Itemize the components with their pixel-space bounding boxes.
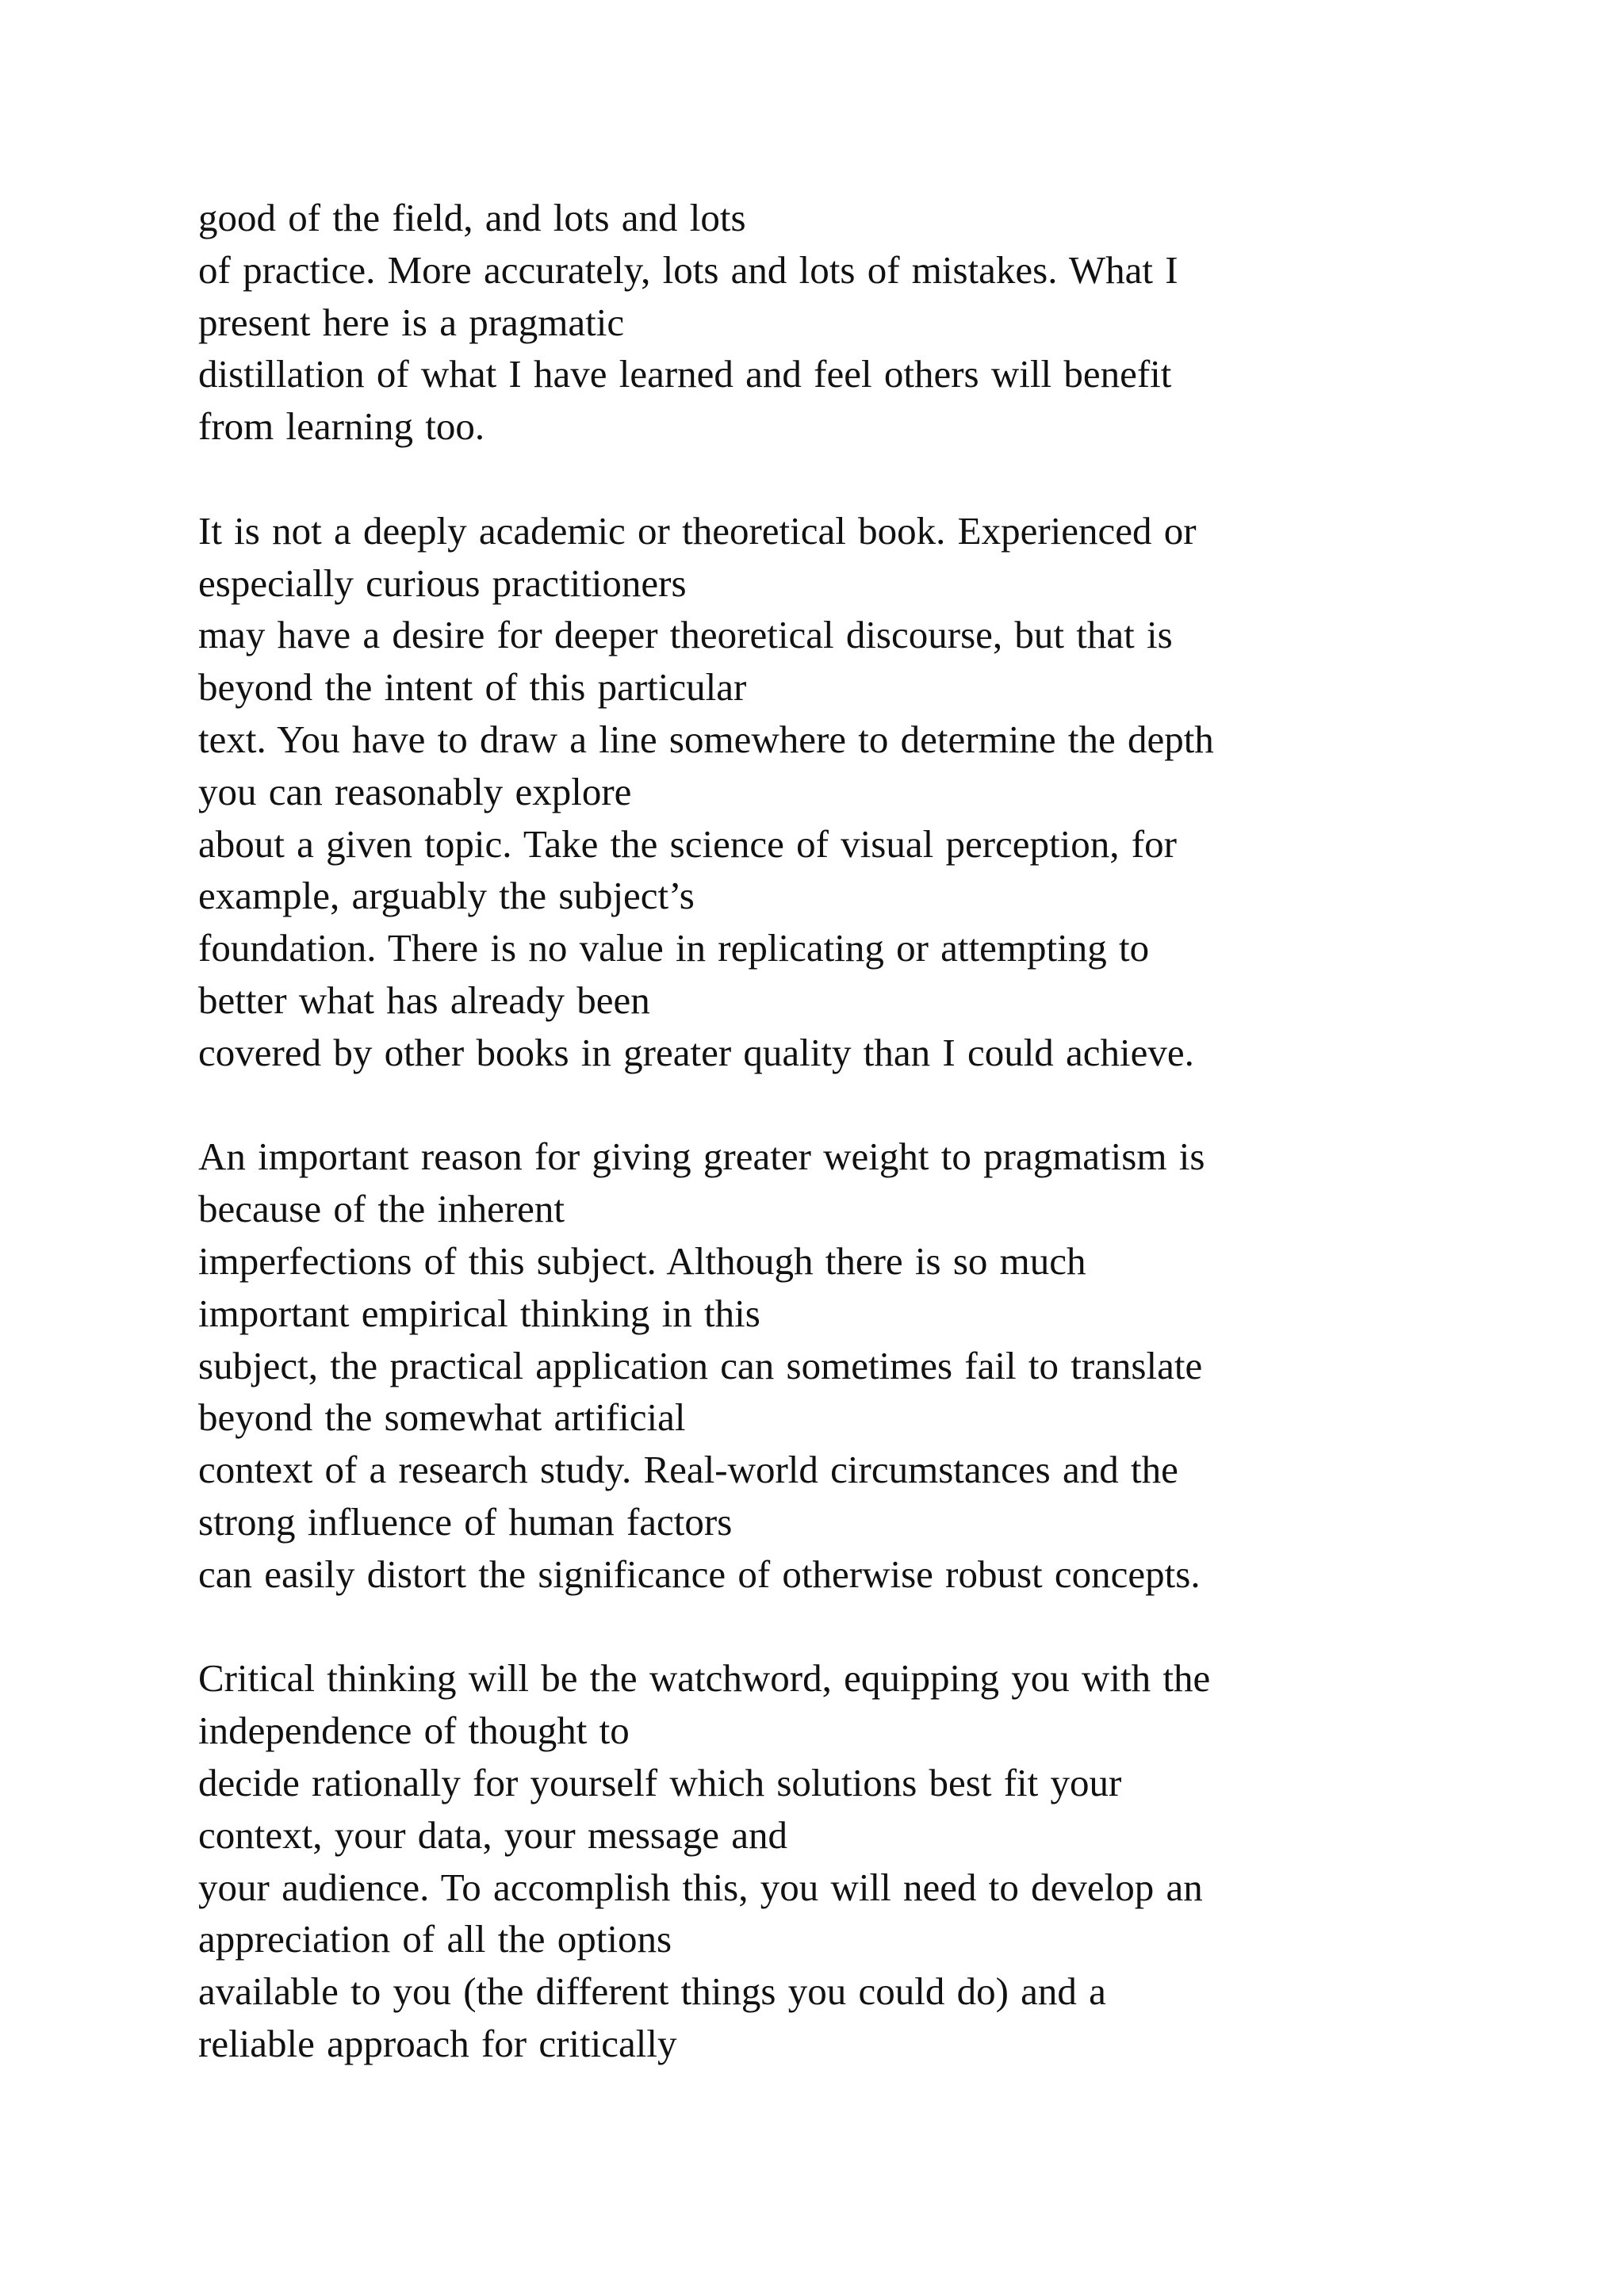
paragraph-4	[198, 1652, 1546, 2069]
text-line: It is not a deeply academic or theoretical book. Experienced or	[198, 508, 1197, 553]
text-line: imperfections of this subject. Although there is so much	[198, 1238, 1086, 1283]
paragraph-2	[198, 505, 1546, 1079]
text-line: beyond the somewhat artificial	[198, 1395, 686, 1440]
text-line: beyond the intent of this particular	[198, 665, 747, 710]
text-body	[198, 192, 1546, 2122]
text-line: strong influence of human factors	[198, 1499, 733, 1544]
text-line: An important reason for giving greater weight to pragmatism is	[198, 1135, 1205, 1179]
text-line: because of the inherent	[198, 1187, 565, 1231]
text-line: may have a desire for deeper theoretical discourse, but that is	[198, 613, 1173, 657]
paragraph-3	[198, 1131, 1546, 1600]
text-line: of practice. More accurately, lots and lots of mistakes. What I	[198, 247, 1178, 292]
text-line: foundation. There is no value in replicating or attempting to	[198, 926, 1150, 970]
text-line: subject, the practical application can sometimes fail to translate	[198, 1343, 1203, 1387]
text-line: context of a research study. Real-world circumstances and the	[198, 1448, 1178, 1492]
text-line: present here is a pragmatic	[198, 300, 625, 344]
text-line: better what has already been	[198, 978, 650, 1022]
text-line: covered by other books in greater quality than I could achieve.	[198, 1030, 1194, 1074]
paragraph-1	[198, 192, 1546, 453]
text-line: reliable approach for critically	[198, 2021, 677, 2065]
text-line: context, your data, your message and	[198, 1812, 787, 1857]
text-line: important empirical thinking in this	[198, 1291, 760, 1335]
text-line: example, arguably the subject’s	[198, 874, 695, 918]
text-line: decide rationally for yourself which solutions best fit your	[198, 1760, 1122, 1804]
text-line: about a given topic. Take the science of visual perception, for	[198, 821, 1177, 866]
text-line: good of the field, and lots and lots	[198, 196, 746, 239]
text-line: Critical thinking will be the watchword, equipping you with the	[198, 1656, 1211, 1701]
text-line: especially curious practitioners	[198, 561, 687, 605]
text-line: independence of thought to	[198, 1709, 630, 1753]
text-line: your audience. To accomplish this, you will need to develop an	[198, 1865, 1203, 1909]
text-line: you can reasonably explore	[198, 769, 632, 813]
text-line: from learning too.	[198, 404, 485, 449]
text-line: text. You have to draw a line somewhere to determine the depth	[198, 717, 1214, 761]
text-line: available to you (the different things you could do) and a	[198, 1969, 1106, 2014]
text-line: distillation of what I have learned and feel others will benefit	[198, 352, 1172, 396]
text-line: can easily distort the significance of otherwise robust concepts.	[198, 1552, 1201, 1596]
text-line: appreciation of all the options	[198, 1917, 672, 1961]
